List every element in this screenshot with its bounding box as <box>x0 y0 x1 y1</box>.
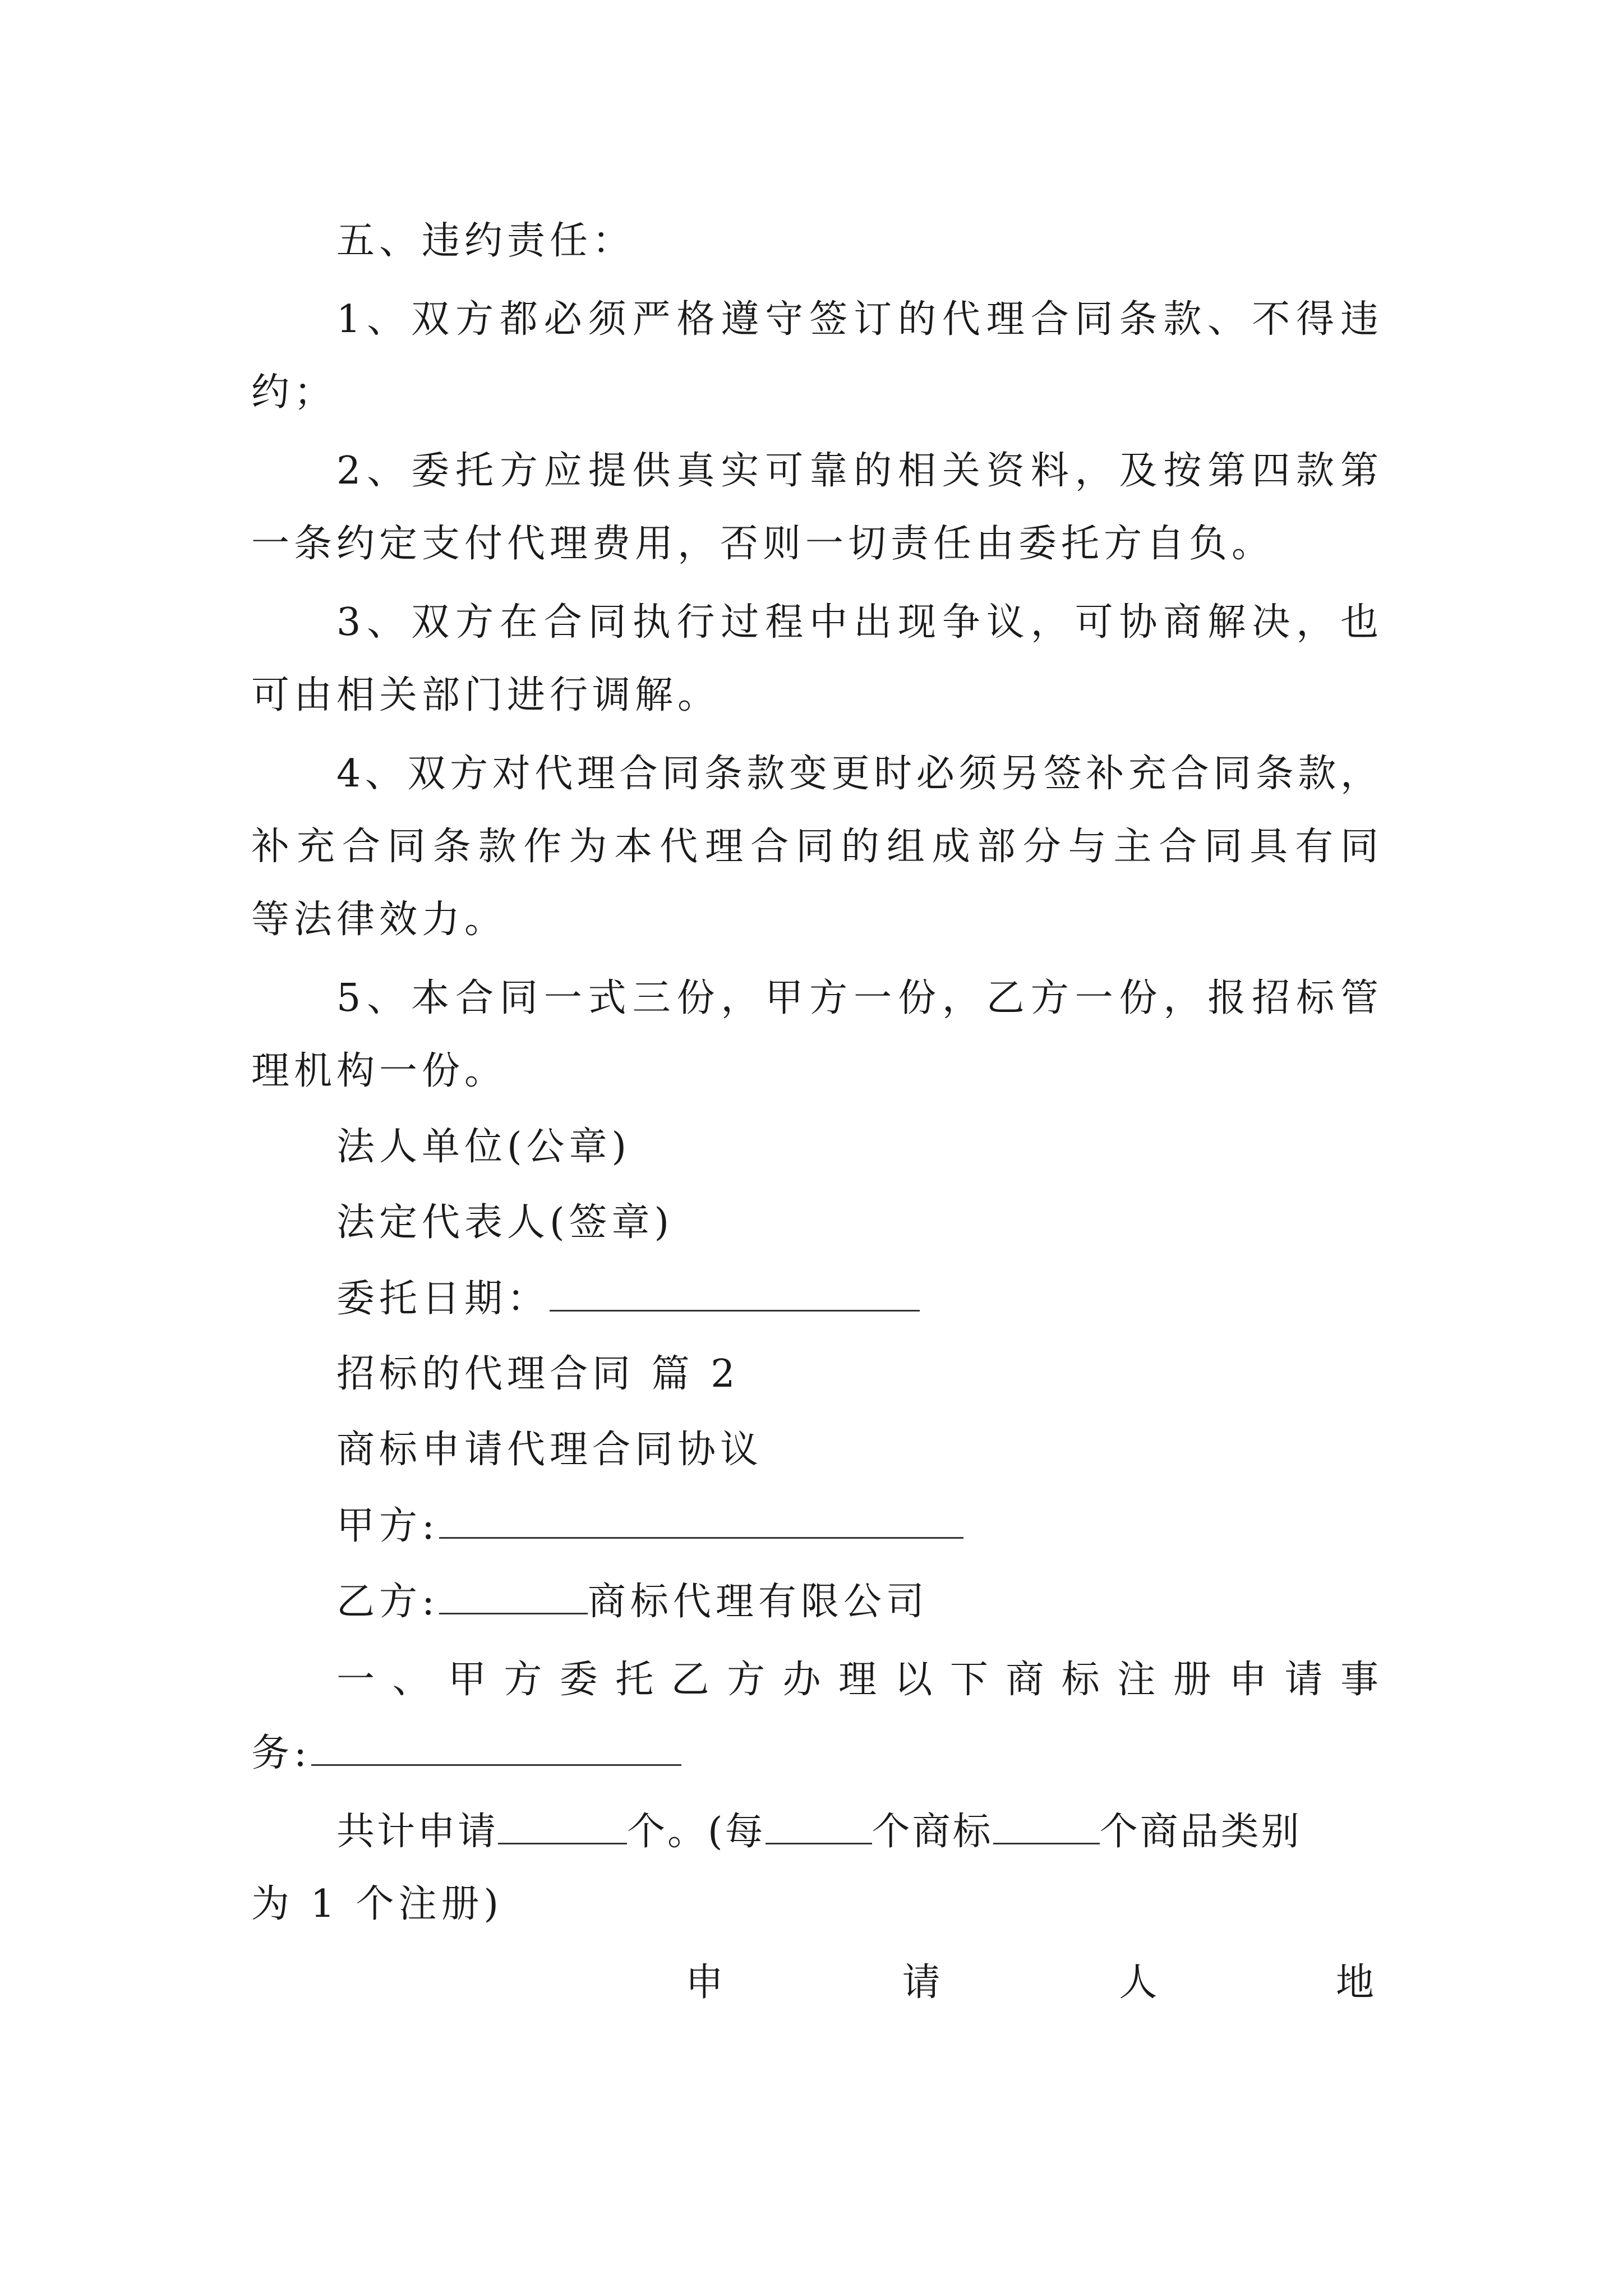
item-1-line-2: 约； <box>251 370 337 415</box>
item-3-line-2: 可由相关部门进行调解。 <box>251 673 721 717</box>
applicant-address-char-3: 人 <box>1119 1961 1162 2005</box>
legal-unit-seal: 法人单位(公章) <box>336 1125 631 1169</box>
clause-1-blank[interactable] <box>311 1725 681 1766</box>
item-1-line-1: 1、双方都必须严格遵守签订的代理合同条款、不得违 <box>336 297 1378 342</box>
applicant-address-char-4: 地 <box>1335 1961 1378 2005</box>
entrust-date-blank[interactable] <box>550 1271 920 1312</box>
item-5-line-1: 5、本合同一式三份，甲方一份，乙方一份，报招标管 <box>336 976 1378 1020</box>
applicant-address-char-2: 请 <box>902 1961 945 2005</box>
party-b-blank[interactable] <box>439 1573 588 1614</box>
count-prefix: 共计申请 <box>336 1810 499 1854</box>
legal-representative-signature: 法定代表人(签章) <box>336 1200 674 1245</box>
count-total-blank[interactable] <box>498 1803 627 1844</box>
party-b-suffix: 商标代理有限公司 <box>587 1580 929 1624</box>
clause-1-line-2: 务: <box>251 1731 311 1775</box>
item-3-line-1: 3、双方在合同执行过程中出现争议，可协商解决，也 <box>336 600 1378 645</box>
party-a-label: 甲方: <box>336 1504 439 1548</box>
count-per-blank[interactable] <box>766 1803 872 1844</box>
count-row <box>336 1803 1378 1860</box>
item-2-line-2: 一条约定支付代理费用，否则一切责任由委托方自负。 <box>251 522 1275 566</box>
party-a-row <box>336 1498 1378 1554</box>
party-b-label: 乙方: <box>336 1580 439 1624</box>
entrust-date-label: 委托日期： <box>336 1277 550 1321</box>
count-mid-1: 个。(每 <box>627 1810 766 1854</box>
item-5-line-2: 理机构一份。 <box>251 1049 508 1093</box>
item-4-line-2: 补充合同条款作为本代理合同的组成部分与主合同具有同 <box>251 825 1378 869</box>
count-mid-2: 个商标 <box>872 1810 993 1854</box>
section-title: 五、违约责任： <box>336 219 635 263</box>
part-2-heading: 招标的代理合同 篇 2 <box>336 1352 740 1396</box>
applicant-address-row <box>685 1955 1378 2011</box>
count-mid-3: 个商品类别 <box>1099 1810 1302 1854</box>
party-a-blank[interactable] <box>439 1498 963 1539</box>
item-4-line-1: 4、双方对代理合同条款变更时必须另签补充合同条款， <box>336 752 1378 796</box>
party-b-row <box>336 1573 1378 1630</box>
item-4-line-3: 等法律效力。 <box>251 898 508 942</box>
applicant-address-char-1: 申 <box>685 1961 728 2005</box>
item-2-line-1: 2、委托方应提供真实可靠的相关资料，及按第四款第 <box>336 449 1378 493</box>
count-line-2: 为 1 个注册) <box>251 1882 504 1926</box>
agreement-title: 商标申请代理合同协议 <box>336 1428 763 1472</box>
clause-1-line-2-row <box>251 1725 1378 1782</box>
entrust-date-row <box>336 1271 1378 1327</box>
count-marks-blank[interactable] <box>993 1803 1100 1844</box>
clause-1-line-1: 一、甲方委托乙方办理以下商标注册申请事 <box>336 1658 1378 1702</box>
